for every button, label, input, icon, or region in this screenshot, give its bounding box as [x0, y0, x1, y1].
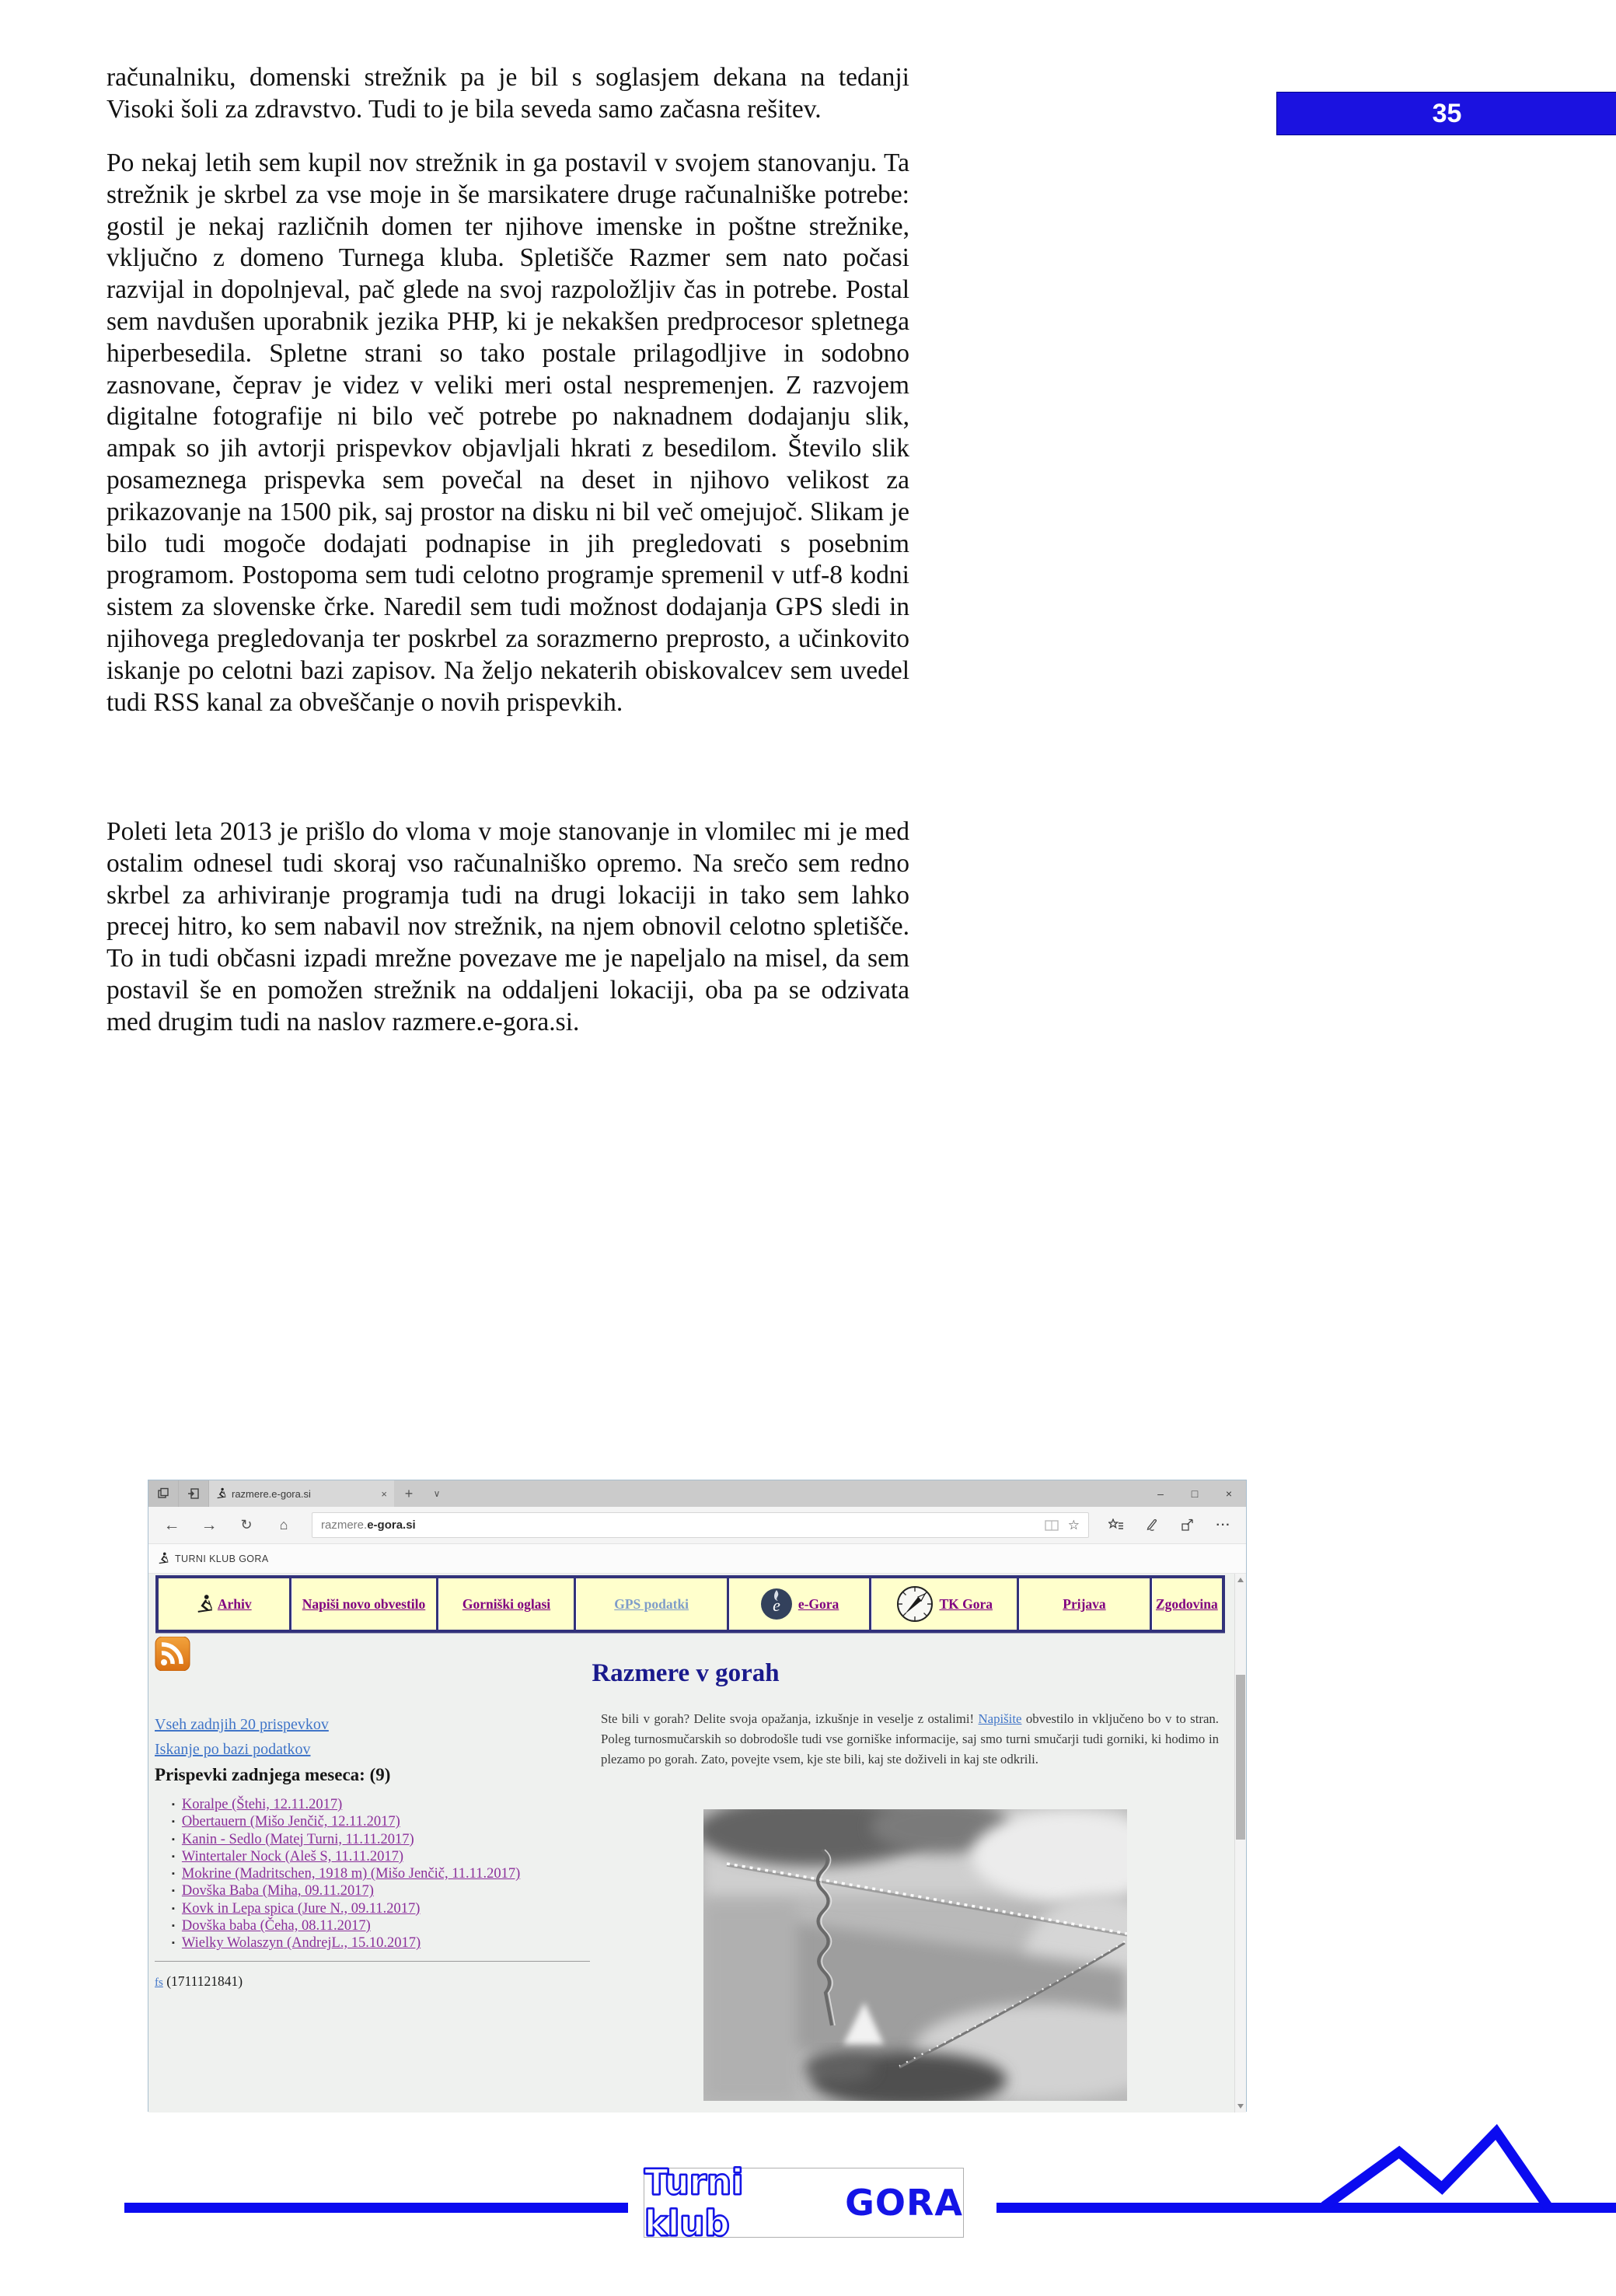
post-list-item[interactable]: ▪ Dovška Baba (Miha, 09.11.2017)	[172, 1882, 520, 1899]
site-nav-bar	[155, 1575, 1225, 1633]
intro-text-before: Ste bili v gorah? Delite svoja opažanja, izkušnje in veselje z ostalimi!	[601, 1711, 979, 1726]
browser-window	[148, 1480, 1247, 2112]
url-prefix: razmere.	[321, 1518, 368, 1532]
napisite-link[interactable]: Napišite	[978, 1711, 1022, 1726]
post-list-item[interactable]: ▪ Obertauern (Mišo Jenčič, 12.11.2017)	[172, 1813, 520, 1830]
tab-bar-spacer	[450, 1480, 1143, 1507]
nav-link-label[interactable]: GPS podatki	[614, 1595, 689, 1612]
article-paragraph-2: Po nekaj letih sem kupil nov strežnik in ga postavil v svojem stanovanju. Ta strežnik je skrbel za vse moje in še marsikatere druge računalniške potrebe: gostil je nekaj različnih domen ter njihove imenske in poštne strežnike, vključno z domeno Turnega kluba. Spletišče Razmer sem nato počasi razvijal in dopolnjeval, pač glede na svoj razpoložljiv čas in potrebe. Postal sem navdušen uporabnik jezika PHP, ki je nekakšen predprocesor spletnega hiperbesedila. Spletne strani so tako postale prilagodljive in sodobno zasnovane, čeprav je videz v veliki meri ostal nespremenjen. Z razvojem digitalne fotografije ni bilo več potrebe po naknadnem dodajanju slik, ampak so jih avtorji prispevkov objavljali hkrati z besedilom. Število slik posameznega prispevka sem povečal na deset in njihovo velikost za prikazovanje na 1500 pik, saj prostor na disku ni bil več omejujoč. Slikam je bilo tudi mogoče dodajati podnapise in jih pregledovati s posebnim programom. Postopoma sem tudi celotno programje spremenil v utf-8 kodni sistem za slovenske črke. Naredil sem tudi možnost dodajanja GPS sledi in njihovega pregledovanja ter poskrbel za sorazmerno preprosto, a učinkovito iskanje po celotni bazi zapisov. Na željo nekaterih obiskovalcev sem uvedel tudi RSS kanal za obveščanje o novih prispevkih.	[106, 149, 909, 717]
bookmark-item[interactable]: TURNI KLUB GORA	[175, 1553, 269, 1564]
pen-icon	[1146, 1518, 1159, 1532]
post-list-item[interactable]: ▪ Koralpe (Štehi, 12.11.2017)	[172, 1796, 520, 1813]
footer-id-line	[155, 1973, 243, 1990]
nav-item-napisi-novo-obvestilo[interactable]	[289, 1578, 437, 1630]
tabs-preview-button[interactable]	[179, 1480, 209, 1507]
post-list-item[interactable]: ▪ Wielky Wolaszyn (AndrejL., 15.10.2017)	[172, 1934, 520, 1952]
url-domain: e-gora.si	[367, 1518, 416, 1532]
nav-item-prijava[interactable]	[1017, 1578, 1150, 1630]
browser-toolbar	[148, 1507, 1246, 1544]
tab-preview-chevron-icon[interactable]: ∨	[433, 1488, 441, 1499]
back-button[interactable]: ←	[163, 1515, 180, 1534]
new-tab-button[interactable]: +	[404, 1485, 414, 1501]
reading-view-icon[interactable]	[1045, 1520, 1059, 1531]
tab-title: razmere.e-gora.si	[232, 1487, 311, 1500]
hub-star-icon	[1108, 1518, 1124, 1532]
skier-favicon	[216, 1487, 226, 1500]
forward-button[interactable]: →	[201, 1515, 218, 1534]
favorites-bar	[148, 1544, 1246, 1574]
tab-close-icon[interactable]: ×	[381, 1487, 387, 1500]
scrollbar-thumb[interactable]	[1236, 1675, 1245, 1840]
posts-heading: Prispevki zadnjega meseca: (9)	[155, 1765, 391, 1784]
footer-code: (1711121841)	[166, 1973, 243, 1989]
footer-logo-text-solid: GORA	[845, 2182, 963, 2224]
window-minimize-button[interactable]: –	[1157, 1487, 1164, 1500]
address-bar[interactable]	[312, 1512, 1089, 1538]
nav-link-label[interactable]: Gorniški oglasi	[462, 1595, 551, 1612]
nav-link-label[interactable]: Napiši novo obvestilo	[302, 1595, 426, 1612]
tabs-preview-icon	[187, 1487, 200, 1500]
browser-tab[interactable]	[209, 1480, 394, 1507]
scrollbar-down-arrow-icon[interactable]	[1237, 2104, 1244, 2109]
nav-item-zgodovina[interactable]	[1150, 1578, 1222, 1630]
e-gora-logo-icon	[759, 1587, 794, 1621]
nav-link-label[interactable]: Arhiv	[217, 1595, 252, 1612]
window-close-button[interactable]: ×	[1225, 1487, 1233, 1500]
post-list-item[interactable]: ▪ Wintertaler Nock (Aleš S, 11.11.2017)	[172, 1848, 520, 1865]
content-scrollbar[interactable]	[1234, 1574, 1246, 2113]
posts-list	[172, 1796, 520, 1952]
annotate-button[interactable]	[1134, 1518, 1170, 1532]
nav-item-e-gora[interactable]	[727, 1578, 869, 1630]
window-maximize-button[interactable]: □	[1191, 1487, 1199, 1500]
nav-item-arhiv[interactable]	[159, 1578, 289, 1630]
scrollbar-up-arrow-icon[interactable]	[1237, 1578, 1244, 1582]
set-tabs-aside-icon	[157, 1487, 169, 1500]
page-number-bar	[1276, 92, 1616, 135]
footer-mountain-graphic	[1321, 2124, 1570, 2217]
post-list-item[interactable]: ▪ Kovk in Lepa spica (Jure N., 09.11.2017)	[172, 1900, 520, 1917]
sidebar-link-database-search[interactable]: Iskanje po bazi podatkov	[155, 1741, 311, 1758]
browser-tab-bar	[148, 1480, 1246, 1507]
nav-link-label[interactable]: e-Gora	[798, 1595, 839, 1612]
skier-icon	[196, 1594, 213, 1615]
home-button[interactable]: ⌂	[279, 1517, 288, 1532]
nav-item-gps-podatki[interactable]	[574, 1578, 726, 1630]
mountain-photo	[703, 1809, 1127, 2101]
share-icon	[1181, 1518, 1195, 1532]
svg-text:e: e	[772, 1595, 780, 1615]
nav-link-label[interactable]: Prijava	[1063, 1595, 1106, 1612]
share-button[interactable]	[1170, 1518, 1206, 1532]
webpage-content	[148, 1574, 1246, 2113]
post-list-item[interactable]: ▪ Kanin - Sedlo (Matej Turni, 11.11.2017)	[172, 1831, 520, 1848]
add-favorite-star-icon[interactable]: ☆	[1067, 1517, 1080, 1532]
intro-text-after: obvestilo in vključeno bo v to stran. Poleg turnosmučarskih so dobrodošle tudi vse gorniške informacije, saj smo turni smučarji tudi gorniki, ki hodimo in plezamo po gorah. Zato, povejte vsem, kje ste bili, kaj ste doživeli in kaj ste odkrili.	[601, 1711, 1219, 1767]
sidebar-link-last-20-posts[interactable]: Vseh zadnjih 20 prispevkov	[155, 1716, 329, 1733]
bookmark-skier-icon	[158, 1552, 169, 1565]
nav-link-label[interactable]: Zgodovina	[1155, 1595, 1218, 1612]
list-divider	[155, 1961, 590, 1962]
footer-logo	[644, 2161, 964, 2244]
nav-link-label[interactable]: TK Gora	[939, 1595, 993, 1612]
footer-rule-left	[124, 2203, 628, 2213]
set-tabs-aside-button[interactable]	[148, 1480, 179, 1507]
post-list-item[interactable]: ▪ Dovška baba (Čeha, 08.11.2017)	[172, 1917, 520, 1934]
site-page-title: Razmere v gorah	[592, 1659, 780, 1687]
footer-logo-text-outline: Turni klub	[644, 2161, 744, 2244]
page-number: 35	[1432, 98, 1462, 128]
post-list-item[interactable]: ▪ Mokrine (Madritschen, 1918 m) (Mišo Jenčič, 11.11.2017)	[172, 1865, 520, 1882]
article-paragraph-3: Poleti leta 2013 je prišlo do vloma v moje stanovanje in vlomilec mi je med ostalim odnesel tudi skoraj vso računalniško opremo. Na srečo sem redno skrbel za arhiviranje programja tudi na drugi lokaciji in tako sem lahko precej hitro, ko sem nabavil nov strežnik, na njem obnovil celotno spletišče. To in tudi občasni izpadi mrežne povezave me je napeljalo na misel, da sem postavil še en pomožen strežnik na oddaljeni lokaciji, oba pa se odzivata med drugim tudi na naslov razmere.e-gora.si.	[106, 817, 909, 1036]
favorites-hub-button[interactable]	[1098, 1518, 1134, 1532]
more-options-button[interactable]: ···	[1216, 1518, 1231, 1532]
article-paragraph-1: računalniku, domenski strežnik pa je bil s soglasjem dekana na tedanji Visoki šoli za zdravstvo. Tudi to je bila seveda samo začasna rešitev.	[106, 63, 909, 124]
refresh-button[interactable]: ↻	[240, 1517, 253, 1532]
nav-item-tk-gora[interactable]	[869, 1578, 1017, 1630]
tk-gora-compass-icon	[895, 1585, 934, 1623]
site-intro-text	[601, 1709, 1219, 1770]
nav-item-gorniski-oglasi[interactable]	[436, 1578, 574, 1630]
fs-link[interactable]: fs	[155, 1976, 163, 1989]
